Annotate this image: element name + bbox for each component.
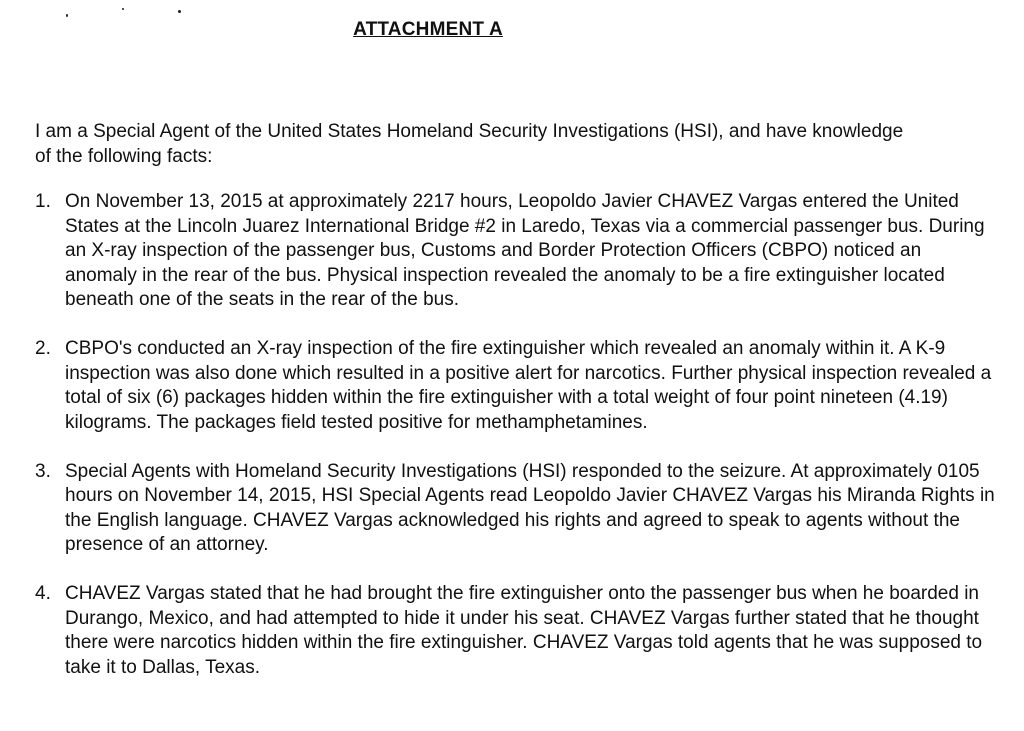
document-title: ATTACHMENT A	[353, 19, 503, 40]
fact-number: 2.	[35, 338, 51, 359]
fact-text: On November 13, 2015 at approximately 2217 hours, Leopoldo Javier CHAVEZ Vargas entered the United States at the Lincoln Juarez International Bridge #2 in Laredo, Texas via a commercial passenger bus. During an X-ray inspection of the passenger bus, Customs and Border Protection Officers (CBPO) noticed an anomaly in the rear of the bus. Physical inspection revealed the anomaly to be a fire extinguisher located beneath one of the seats in the rear of the bus.	[65, 191, 985, 310]
fact-number: 1.	[35, 191, 51, 212]
fact-text: Special Agents with Homeland Security Investigations (HSI) responded to the seizure. At approximately 0105 hours on November 14, 2015, HSI Special Agents read Leopoldo Javier CHAVEZ Vargas his Miranda Rights in the English language. CHAVEZ Vargas acknowledged his rights and agreed to speak to agents without the presence of an attorney.	[65, 460, 995, 555]
fact-number: 3.	[35, 460, 51, 482]
fact-text: CHAVEZ Vargas stated that he had brought the fire extinguisher onto the passenger bus when he boarded in Durango, Mexico, and had attempted to hide it under his seat. CHAVEZ Vargas further stated that he thought there were narcotics hidden within the fire extinguisher. CHAVEZ Vargas told agents that he was supposed to take it to Dallas, Texas.	[65, 583, 983, 678]
scan-speck	[178, 10, 181, 13]
fact-item	[35, 190, 995, 313]
fact-item	[35, 337, 995, 435]
scan-speck	[66, 14, 68, 17]
fact-text: CBPO's conducted an X-ray inspection of the fire extinguisher which revealed an anomaly within it. A K-9 inspection was also done which resulted in a positive alert for narcotics. Further physical inspection revealed a total of six (6) packages hidden within the fire extinguisher with a total weight of four point nineteen (4.19) kilograms. The packages field tested positive for methamphetamines.	[65, 338, 992, 433]
scan-speck	[122, 8, 124, 10]
facts-list	[35, 190, 995, 705]
fact-number: 4.	[35, 583, 51, 604]
intro-paragraph: I am a Special Agent of the United States Homeland Security Investigations (HSI), and have knowledge of the following facts:	[35, 121, 904, 167]
fact-item	[35, 460, 995, 558]
fact-item	[35, 582, 995, 680]
